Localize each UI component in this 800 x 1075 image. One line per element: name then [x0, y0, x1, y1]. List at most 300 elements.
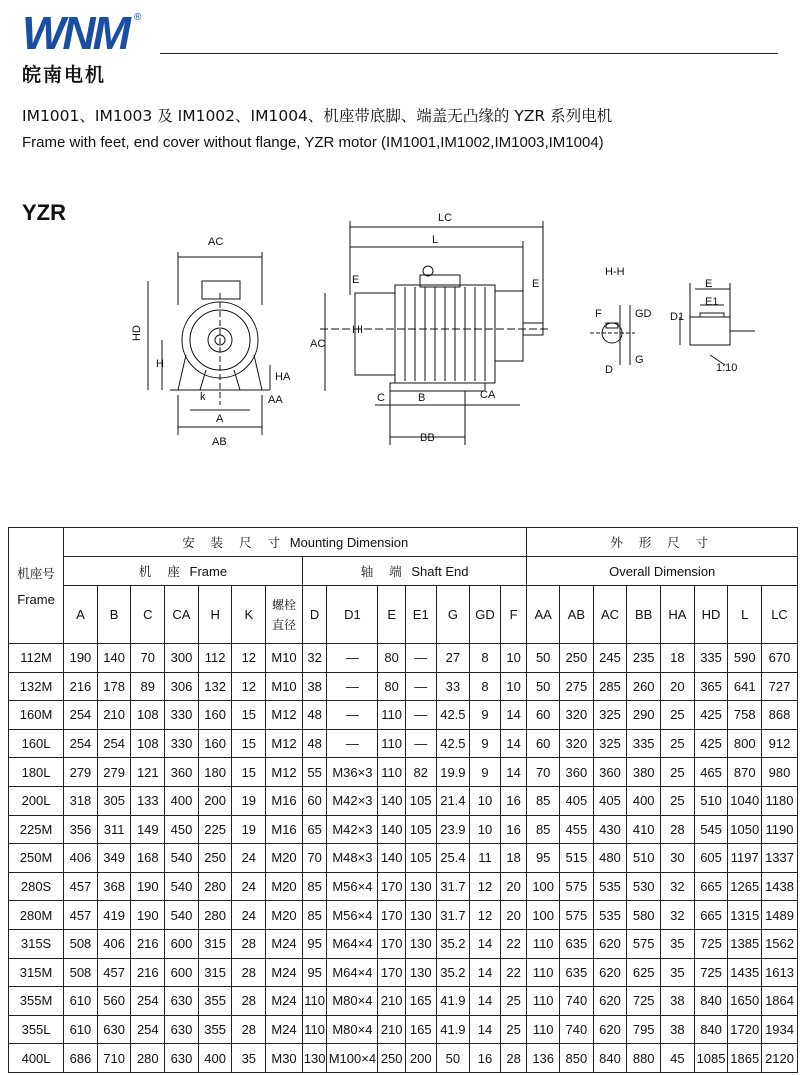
table-cell: 850	[560, 1044, 594, 1073]
table-cell: 254	[97, 729, 131, 758]
frame-cell: 250M	[9, 844, 64, 873]
table-cell: 318	[64, 786, 98, 815]
table-cell: 320	[560, 729, 594, 758]
table-cell: 335	[694, 644, 728, 673]
table-cell: 355	[198, 987, 232, 1016]
table-cell: 540	[165, 844, 199, 873]
table-cell: 405	[560, 786, 594, 815]
table-cell: 140	[378, 815, 406, 844]
table-cell: 18	[500, 844, 527, 873]
table-cell: —	[327, 701, 378, 730]
table-cell: 425	[694, 701, 728, 730]
table-cell: 425	[694, 729, 728, 758]
table-cell: 14	[500, 701, 527, 730]
label-bb: BB	[420, 432, 435, 444]
table-row	[9, 786, 798, 815]
table-cell: 1562	[762, 929, 798, 958]
table-row	[9, 844, 798, 873]
table-cell: 28	[661, 815, 695, 844]
table-cell: 25.4	[436, 844, 470, 873]
table-cell: 38	[302, 672, 326, 701]
table-cell: 16	[500, 815, 527, 844]
table-cell: 25	[661, 729, 695, 758]
table-cell: 60	[527, 701, 560, 730]
col-header: L	[728, 586, 762, 644]
table-cell: 216	[131, 929, 165, 958]
table-cell: 190	[131, 901, 165, 930]
table-cell: 600	[165, 958, 199, 987]
table-cell: M24	[266, 958, 303, 987]
table-cell: 105	[405, 815, 436, 844]
table-cell: 23.9	[436, 815, 470, 844]
table-cell: 840	[694, 1015, 728, 1044]
table-cell: 870	[728, 758, 762, 787]
table-cell: 80	[378, 672, 406, 701]
table-cell: M64×4	[327, 958, 378, 987]
table-cell: 515	[560, 844, 594, 873]
table-cell: —	[405, 729, 436, 758]
table-cell: 170	[378, 872, 406, 901]
table-cell: 160	[198, 729, 232, 758]
table-cell: 22	[500, 929, 527, 958]
table-cell: 38	[661, 987, 695, 1016]
table-cell: 140	[378, 786, 406, 815]
table-cell: M80×4	[327, 1015, 378, 1044]
table-cell: M36×3	[327, 758, 378, 787]
frame-cell: 355L	[9, 1015, 64, 1044]
table-cell: 620	[593, 929, 627, 958]
table-cell: 1040	[728, 786, 762, 815]
table-cell: 16	[500, 786, 527, 815]
table-cell: M30	[266, 1044, 303, 1073]
table-cell: 28	[232, 1015, 266, 1044]
label-e-shaft: E	[705, 278, 713, 290]
table-cell: 725	[694, 929, 728, 958]
table-cell: 330	[165, 701, 199, 730]
table-cell: 130	[405, 901, 436, 930]
table-cell: 630	[165, 1015, 199, 1044]
table-cell: 1613	[762, 958, 798, 987]
table-cell: 400	[627, 786, 661, 815]
table-cell: 686	[64, 1044, 98, 1073]
table-cell: 250	[560, 644, 594, 673]
frame-header-en: Frame	[17, 592, 55, 607]
table-cell: 85	[302, 901, 326, 930]
table-cell: 180	[198, 758, 232, 787]
table-cell: 8	[470, 672, 501, 701]
table-cell: —	[327, 672, 378, 701]
table-cell: M20	[266, 901, 303, 930]
table-cell: 48	[302, 729, 326, 758]
table-cell: 24	[232, 872, 266, 901]
table-cell: 1934	[762, 1015, 798, 1044]
table-cell: 30	[661, 844, 695, 873]
label-e1: E1	[705, 296, 719, 308]
label-hd: HD	[131, 325, 143, 341]
table-cell: 25	[500, 987, 527, 1016]
table-cell: M20	[266, 844, 303, 873]
label-a: A	[216, 413, 224, 425]
table-cell: 600	[165, 929, 199, 958]
table-cell: 758	[728, 701, 762, 730]
table-cell: 535	[593, 872, 627, 901]
table-cell: 42.5	[436, 729, 470, 758]
table-cell: 2120	[762, 1044, 798, 1073]
label-b: B	[418, 392, 426, 404]
mounting-dimension-header: 安 装 尺 寸 Mounting Dimension	[64, 528, 527, 557]
table-cell: 12	[470, 901, 501, 930]
table-cell: 380	[627, 758, 661, 787]
table-cell: 1435	[728, 958, 762, 987]
table-cell: 330	[165, 729, 199, 758]
table-cell: 170	[378, 901, 406, 930]
table-cell: M42×3	[327, 786, 378, 815]
table-cell: 110	[527, 1015, 560, 1044]
table-cell: 31.7	[436, 872, 470, 901]
table-cell: 300	[165, 644, 199, 673]
table-cell: 178	[97, 672, 131, 701]
table-cell: 210	[378, 1015, 406, 1044]
label-section-hh: H-H	[605, 266, 625, 278]
table-cell: 10	[470, 786, 501, 815]
label-d1: D1	[670, 311, 685, 323]
table-cell: 210	[97, 701, 131, 730]
table-cell: 42.5	[436, 701, 470, 730]
table-cell: 130	[405, 958, 436, 987]
col-header: E	[378, 586, 406, 644]
table-cell: 50	[436, 1044, 470, 1073]
table-cell: 880	[627, 1044, 661, 1073]
frame-cell: 315S	[9, 929, 64, 958]
table-cell: 480	[593, 844, 627, 873]
page-title-en: Frame with feet, end cover without flange, YZR motor (IM1001,IM1002,IM1003,IM1004)	[22, 134, 604, 151]
frame-header-cell	[9, 528, 64, 644]
table-cell: 100	[527, 901, 560, 930]
table-cell: 14	[470, 958, 501, 987]
table-cell: 279	[97, 758, 131, 787]
table-cell: 14	[470, 1015, 501, 1044]
table-cell: 510	[627, 844, 661, 873]
table-cell: 405	[593, 786, 627, 815]
model-heading: YZR	[22, 200, 66, 225]
table-row	[9, 1015, 798, 1044]
table-cell: 1864	[762, 987, 798, 1016]
table-cell: 1050	[728, 815, 762, 844]
table-cell: 24	[232, 901, 266, 930]
frame-cell: 180L	[9, 758, 64, 787]
table-cell: 840	[593, 1044, 627, 1073]
table-row	[9, 929, 798, 958]
col-header: HD	[694, 586, 728, 644]
table-cell: 133	[131, 786, 165, 815]
table-cell: M10	[266, 672, 303, 701]
table-cell: 360	[560, 758, 594, 787]
table-cell: 457	[64, 901, 98, 930]
col-header: CA	[165, 586, 199, 644]
table-cell: 725	[694, 958, 728, 987]
table-cell: 641	[728, 672, 762, 701]
logo-wordmark: WNM	[22, 7, 128, 59]
table-cell: 24	[232, 844, 266, 873]
col-header: HA	[661, 586, 695, 644]
table-cell: 165	[405, 1015, 436, 1044]
table-cell: —	[405, 672, 436, 701]
table-cell: 28	[232, 987, 266, 1016]
table-cell: 670	[762, 644, 798, 673]
table-row	[9, 672, 798, 701]
table-cell: 70	[527, 758, 560, 787]
dimension-table-body	[9, 644, 798, 1073]
table-cell: 10	[500, 644, 527, 673]
table-cell: 325	[593, 701, 627, 730]
table-cell: 912	[762, 729, 798, 758]
table-cell: 15	[232, 701, 266, 730]
col-header: LC	[762, 586, 798, 644]
table-cell: 254	[131, 1015, 165, 1044]
table-cell: 110	[527, 958, 560, 987]
col-header: D1	[327, 586, 378, 644]
table-cell: 200	[198, 786, 232, 815]
label-l: L	[432, 234, 439, 246]
table-cell: 70	[131, 644, 165, 673]
table-cell: 168	[131, 844, 165, 873]
table-row	[9, 1044, 798, 1073]
table-cell: 15	[232, 758, 266, 787]
table-cell: 8	[470, 644, 501, 673]
end-view-diagram	[148, 252, 270, 435]
table-cell: 19	[232, 786, 266, 815]
table-cell: 110	[378, 758, 406, 787]
table-cell: 510	[694, 786, 728, 815]
table-row	[9, 872, 798, 901]
table-cell: 110	[527, 987, 560, 1016]
table-cell: 1489	[762, 901, 798, 930]
table-cell: M100×4	[327, 1044, 378, 1073]
page-title-cn: IM1001、IM1003 及 IM1002、IM1004、机座带底脚、端盖无凸缘的 YZR 系列电机	[22, 107, 613, 125]
table-cell: 16	[470, 1044, 501, 1073]
table-cell: 630	[97, 1015, 131, 1044]
table-cell: 19	[232, 815, 266, 844]
table-cell: 710	[97, 1044, 131, 1073]
table-cell: 980	[762, 758, 798, 787]
table-cell: 130	[405, 872, 436, 901]
table-cell: 1865	[728, 1044, 762, 1073]
table-cell: 575	[627, 929, 661, 958]
label-g: G	[635, 354, 644, 366]
table-cell: 575	[560, 872, 594, 901]
label-hi: HI	[352, 324, 363, 336]
table-cell: —	[327, 644, 378, 673]
table-cell: M24	[266, 929, 303, 958]
table-cell: 132	[198, 672, 232, 701]
col-header: B	[97, 586, 131, 644]
table-cell: M12	[266, 729, 303, 758]
table-row	[9, 901, 798, 930]
table-cell: 450	[165, 815, 199, 844]
col-header: G	[436, 586, 470, 644]
label-ha: HA	[275, 371, 291, 383]
table-cell: 290	[627, 701, 661, 730]
table-cell: M24	[266, 987, 303, 1016]
table-cell: 105	[405, 786, 436, 815]
table-cell: 130	[405, 929, 436, 958]
table-cell: M24	[266, 1015, 303, 1044]
table-cell: 254	[131, 987, 165, 1016]
table-cell: 15	[232, 729, 266, 758]
table-cell: 50	[527, 672, 560, 701]
frame-cell: 200L	[9, 786, 64, 815]
table-cell: 1265	[728, 872, 762, 901]
table-cell: 279	[64, 758, 98, 787]
table-cell: 356	[64, 815, 98, 844]
table-cell: 800	[728, 729, 762, 758]
table-cell: 580	[627, 901, 661, 930]
base-header: 机 座 Frame	[64, 557, 303, 586]
table-cell: 130	[302, 1044, 326, 1073]
table-row	[9, 729, 798, 758]
label-taper: 1:10	[716, 362, 738, 374]
table-cell: 1190	[762, 815, 798, 844]
table-cell: 665	[694, 872, 728, 901]
table-cell: 55	[302, 758, 326, 787]
table-cell: 1197	[728, 844, 762, 873]
table-cell: 28	[232, 929, 266, 958]
table-cell: 110	[302, 1015, 326, 1044]
col-header: AA	[527, 586, 560, 644]
frame-header-cn: 机座号	[17, 566, 55, 581]
label-f: F	[595, 308, 602, 320]
table-cell: 110	[378, 729, 406, 758]
table-cell: 575	[560, 901, 594, 930]
table-cell: 610	[64, 1015, 98, 1044]
table-cell: 10	[470, 815, 501, 844]
table-cell: 32	[661, 872, 695, 901]
table-cell: 12	[232, 672, 266, 701]
table-row	[9, 758, 798, 787]
table-cell: 100	[527, 872, 560, 901]
frame-cell: 400L	[9, 1044, 64, 1073]
table-cell: 95	[302, 958, 326, 987]
table-cell: 216	[131, 958, 165, 987]
table-cell: 590	[728, 644, 762, 673]
table-cell: 457	[64, 872, 98, 901]
label-k: k	[200, 391, 206, 403]
frame-cell: 132M	[9, 672, 64, 701]
table-cell: 9	[470, 729, 501, 758]
table-cell: 610	[64, 987, 98, 1016]
table-cell: M12	[266, 758, 303, 787]
table-cell: 630	[165, 987, 199, 1016]
table-cell: 457	[97, 958, 131, 987]
col-header: C	[131, 586, 165, 644]
col-header-bolt: 螺栓 直径	[266, 586, 303, 644]
frame-cell: 280M	[9, 901, 64, 930]
table-cell: 9	[470, 758, 501, 787]
table-cell: 65	[302, 815, 326, 844]
label-e-right: E	[532, 278, 540, 290]
frame-cell: 112M	[9, 644, 64, 673]
header-divider	[160, 53, 778, 54]
label-e-left: E	[352, 274, 360, 286]
table-cell: 335	[627, 729, 661, 758]
col-header: A	[64, 586, 98, 644]
table-cell: 508	[64, 958, 98, 987]
table-cell: 508	[64, 929, 98, 958]
col-header: GD	[470, 586, 501, 644]
table-cell: 235	[627, 644, 661, 673]
table-cell: 400	[165, 786, 199, 815]
col-header: K	[232, 586, 266, 644]
table-cell: 740	[560, 1015, 594, 1044]
table-cell: —	[405, 644, 436, 673]
table-cell: 110	[302, 987, 326, 1016]
table-cell: 22	[500, 958, 527, 987]
table-cell: 12	[232, 644, 266, 673]
table-cell: 160	[198, 701, 232, 730]
table-cell: 305	[97, 786, 131, 815]
table-cell: 1337	[762, 844, 798, 873]
table-cell: 349	[97, 844, 131, 873]
table-cell: 630	[165, 1044, 199, 1073]
table-cell: 25	[661, 758, 695, 787]
table-cell: 35	[661, 929, 695, 958]
table-cell: 210	[378, 987, 406, 1016]
table-cell: 45	[661, 1044, 695, 1073]
label-gd: GD	[635, 308, 652, 320]
table-cell: 112	[198, 644, 232, 673]
table-cell: 635	[560, 929, 594, 958]
table-cell: 14	[500, 758, 527, 787]
table-cell: M20	[266, 872, 303, 901]
table-cell: 9	[470, 701, 501, 730]
table-cell: 200	[405, 1044, 436, 1073]
frame-cell: 160M	[9, 701, 64, 730]
table-cell: 225	[198, 815, 232, 844]
table-cell: 620	[593, 1015, 627, 1044]
col-header: AC	[593, 586, 627, 644]
table-cell: 190	[64, 644, 98, 673]
label-ab: AB	[212, 436, 227, 448]
table-cell: 635	[560, 958, 594, 987]
table-cell: M64×4	[327, 929, 378, 958]
table-cell: 85	[527, 786, 560, 815]
table-cell: 95	[527, 844, 560, 873]
table-cell: 165	[405, 987, 436, 1016]
col-header: F	[500, 586, 527, 644]
table-cell: 250	[378, 1044, 406, 1073]
table-cell: M56×4	[327, 872, 378, 901]
table-cell: 149	[131, 815, 165, 844]
table-cell: 406	[64, 844, 98, 873]
table-cell: 35.2	[436, 958, 470, 987]
table-cell: 1650	[728, 987, 762, 1016]
table-cell: 41.9	[436, 1015, 470, 1044]
table-cell: 360	[593, 758, 627, 787]
shaft-end-header: 轴 端 Shaft End	[302, 557, 526, 586]
table-cell: 530	[627, 872, 661, 901]
motor-dimension-drawing	[120, 205, 780, 455]
table-cell: 108	[131, 701, 165, 730]
table-cell: 14	[500, 729, 527, 758]
table-cell: 260	[627, 672, 661, 701]
table-row	[9, 644, 798, 673]
table-cell: 410	[627, 815, 661, 844]
brand-logo	[22, 7, 142, 86]
frame-cell: 225M	[9, 815, 64, 844]
table-cell: 1385	[728, 929, 762, 958]
table-cell: 25	[661, 786, 695, 815]
table-cell: 430	[593, 815, 627, 844]
